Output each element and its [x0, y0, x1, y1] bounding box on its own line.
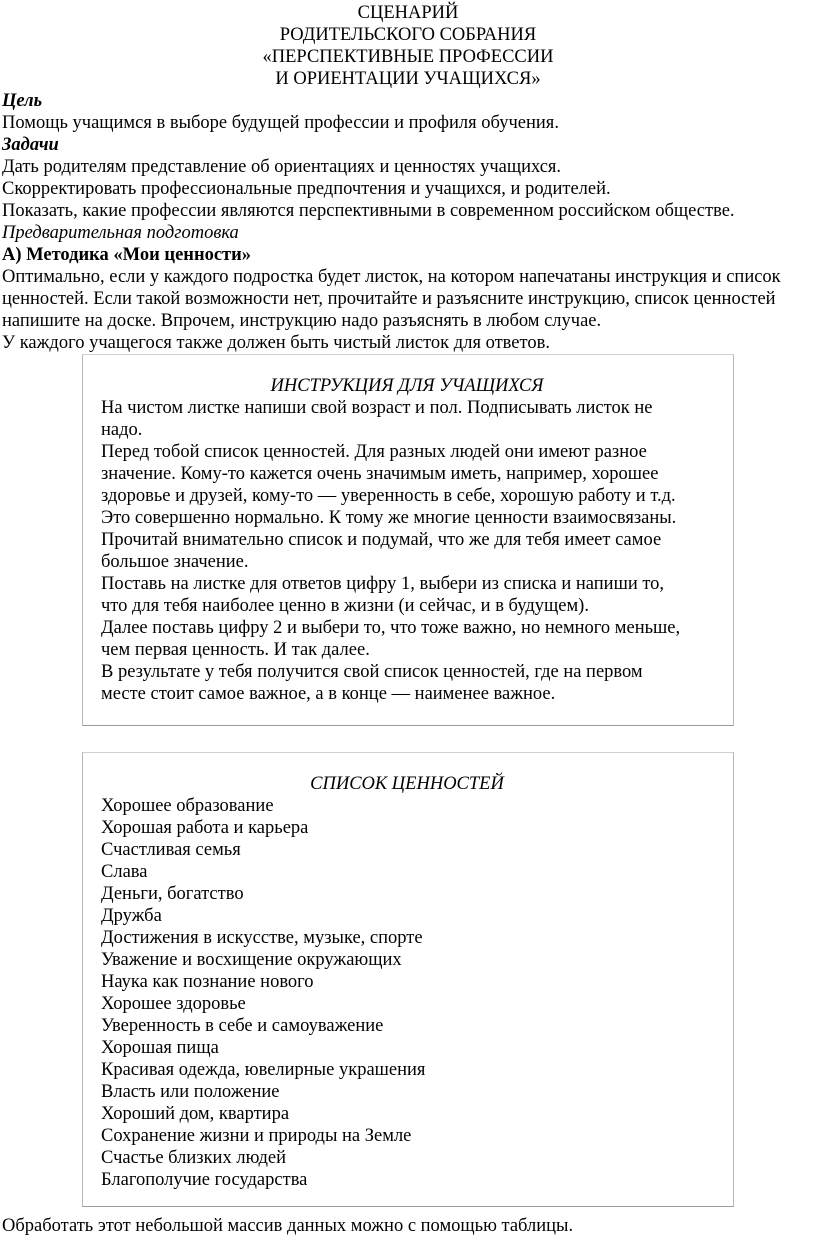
value-item: Наука как познание нового — [101, 972, 314, 992]
instruction-text — [101, 397, 713, 705]
prep-line: Оптимально, если у каждого подростка будет листок, на котором напечатаны инструкция и список — [2, 267, 781, 287]
document-title — [0, 0, 816, 90]
value-item: Благополучие государства — [101, 1170, 308, 1190]
instruction-line: Поставь на листке для ответов цифру 1, выбери из списка и напиши то, — [101, 574, 665, 594]
goal-text: Помощь учащимся в выборе будущей профессии и профиля обучения. — [2, 113, 559, 133]
value-item: Счастливая семья — [101, 840, 241, 860]
value-item: Хорошее образование — [101, 796, 274, 816]
value-item: Хороший дом, квартира — [101, 1104, 290, 1124]
value-item: Достижения в искусстве, музыке, спорте — [101, 928, 423, 948]
values-box — [82, 752, 734, 1207]
value-item: Слава — [101, 862, 148, 882]
value-item: Хорошая пища — [101, 1038, 219, 1058]
value-item: Власть или положение — [101, 1082, 280, 1102]
title-line: РОДИТЕЛЬСКОГО СОБРАНИЯ — [279, 25, 537, 45]
prep-line: У каждого учащегося также должен быть чистый листок для ответов. — [2, 333, 550, 353]
instruction-line: значение. Кому-то кажется очень значимым иметь, например, хорошее — [101, 464, 659, 484]
prep-heading: Предварительная подготовка — [2, 223, 239, 243]
instruction-line: чем первая ценность. И так далее. — [101, 640, 370, 660]
instruction-line: месте стоит самое важное, а в конце — наименее важное. — [101, 684, 556, 704]
prep-line: напишите на доске. Впрочем, инструкцию надо разъяснять в любом случае. — [2, 311, 602, 331]
task-item: Дать родителям представление об ориентациях и ценностях учащихся. — [2, 157, 562, 177]
instruction-line: На чистом листке напиши свой возраст и пол. Подписывать листок не — [101, 398, 653, 418]
footer-text: Обработать этот небольшой массив данных можно с помощью таблицы. — [2, 1216, 574, 1236]
values-heading: СПИСОК ЦЕННОСТЕЙ — [310, 774, 504, 794]
method-heading: А) Методика «Мои ценности» — [2, 245, 252, 265]
value-item: Счастье близких людей — [101, 1148, 286, 1168]
value-item: Дружба — [101, 906, 162, 926]
prep-line: ценностей. Если такой возможности нет, прочитайте и разъясните инструкцию, список ценностей — [2, 289, 776, 309]
instruction-line: Прочитай внимательно список и подумай, что же для тебя имеет самое — [101, 530, 662, 550]
document-body — [0, 90, 816, 354]
goal-heading: Цель — [2, 91, 43, 111]
values-list — [101, 795, 713, 1191]
value-item: Красивая одежда, ювелирные украшения — [101, 1060, 426, 1080]
task-item: Показать, какие профессии являются перспективными в современном российском обществе. — [2, 201, 735, 221]
value-item: Сохранение жизни и природы на Земле — [101, 1126, 412, 1146]
instruction-line: Это совершенно нормально. К тому же многие ценности взаимосвязаны. — [101, 508, 677, 528]
value-item: Уважение и восхищение окружающих — [101, 950, 402, 970]
value-item: Хорошая работа и карьера — [101, 818, 309, 838]
instruction-box — [82, 354, 734, 726]
instruction-line: Далее поставь цифру 2 и выбери то, что тоже важно, но немного меньше, — [101, 618, 681, 638]
instruction-line: здоровье и друзей, кому-то — уверенность в себе, хорошую работу и т.д. — [101, 486, 676, 506]
instruction-line: что для тебя наиболее ценно в жизни (и сейчас, и в будущем). — [101, 596, 589, 616]
value-item: Уверенность в себе и самоуважение — [101, 1016, 384, 1036]
title-line: И ОРИЕНТАЦИИ УЧАЩИХСЯ» — [275, 69, 541, 89]
instruction-line: надо. — [101, 420, 143, 440]
title-line: СЦЕНАРИЙ — [357, 3, 459, 23]
instruction-line: Перед тобой список ценностей. Для разных людей они имеют разное — [101, 442, 647, 462]
instruction-line: большое значение. — [101, 552, 249, 572]
instruction-heading: ИНСТРУКЦИЯ ДЛЯ УЧАЩИХСЯ — [270, 376, 544, 396]
instruction-line: В результате у тебя получится свой список ценностей, где на первом — [101, 662, 643, 682]
task-item: Скорректировать профессиональные предпочтения и учащихся, и родителей. — [2, 179, 611, 199]
value-item: Хорошее здоровье — [101, 994, 246, 1014]
title-line: «ПЕРСПЕКТИВНЫЕ ПРОФЕССИИ — [262, 47, 554, 67]
value-item: Деньги, богатство — [101, 884, 244, 904]
tasks-heading: Задачи — [2, 135, 59, 155]
